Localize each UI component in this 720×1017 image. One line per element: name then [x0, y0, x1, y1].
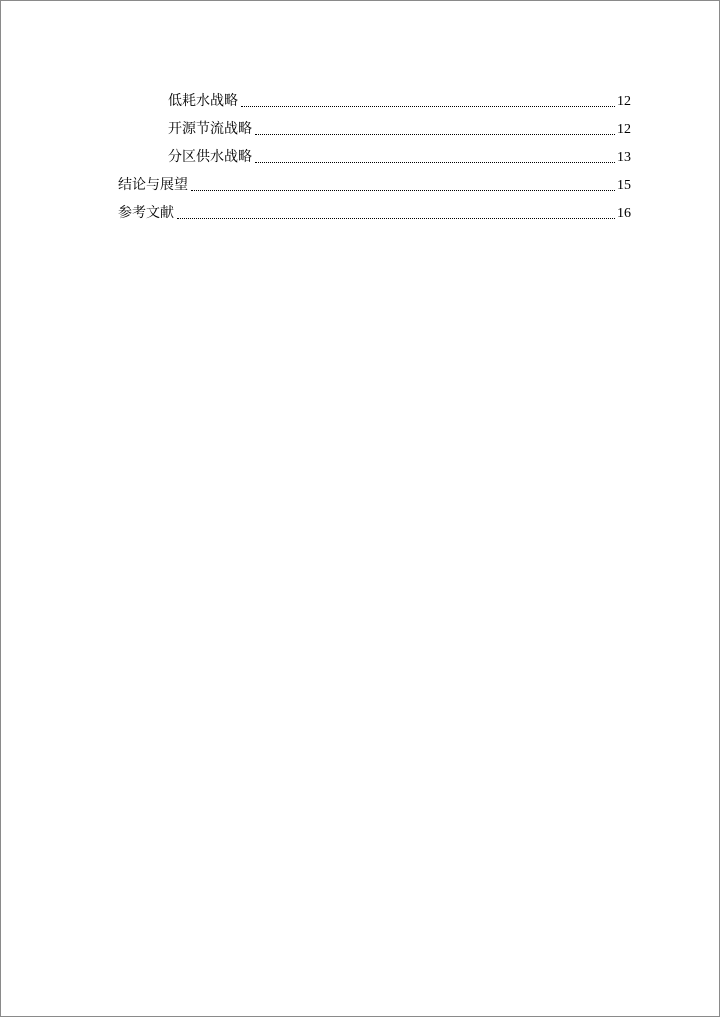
toc-dot-leader: [191, 189, 615, 191]
toc-entry[interactable]: [168, 115, 631, 139]
toc-entry-title: 低耗水战略: [168, 94, 238, 109]
toc-dot-leader: [255, 161, 615, 163]
toc-entry-page: 16: [617, 206, 631, 221]
toc-entry[interactable]: [118, 171, 631, 195]
toc-entry-title: 参考文献: [118, 206, 174, 221]
toc-entry-title: 结论与展望: [118, 178, 188, 193]
toc-dot-leader: [177, 217, 615, 219]
toc-entry[interactable]: [168, 87, 631, 111]
toc-entry[interactable]: [118, 199, 631, 223]
toc-entry-page: 12: [617, 122, 631, 137]
toc-entry-title: 分区供水战略: [168, 150, 252, 165]
toc-entry-page: 13: [617, 150, 631, 165]
toc-entry[interactable]: [168, 143, 631, 167]
toc-dot-leader: [241, 105, 615, 107]
toc-entry-page: 15: [617, 178, 631, 193]
toc-entry-title: 开源节流战略: [168, 122, 252, 137]
toc-entry-page: 12: [617, 94, 631, 109]
toc-dot-leader: [255, 133, 615, 135]
